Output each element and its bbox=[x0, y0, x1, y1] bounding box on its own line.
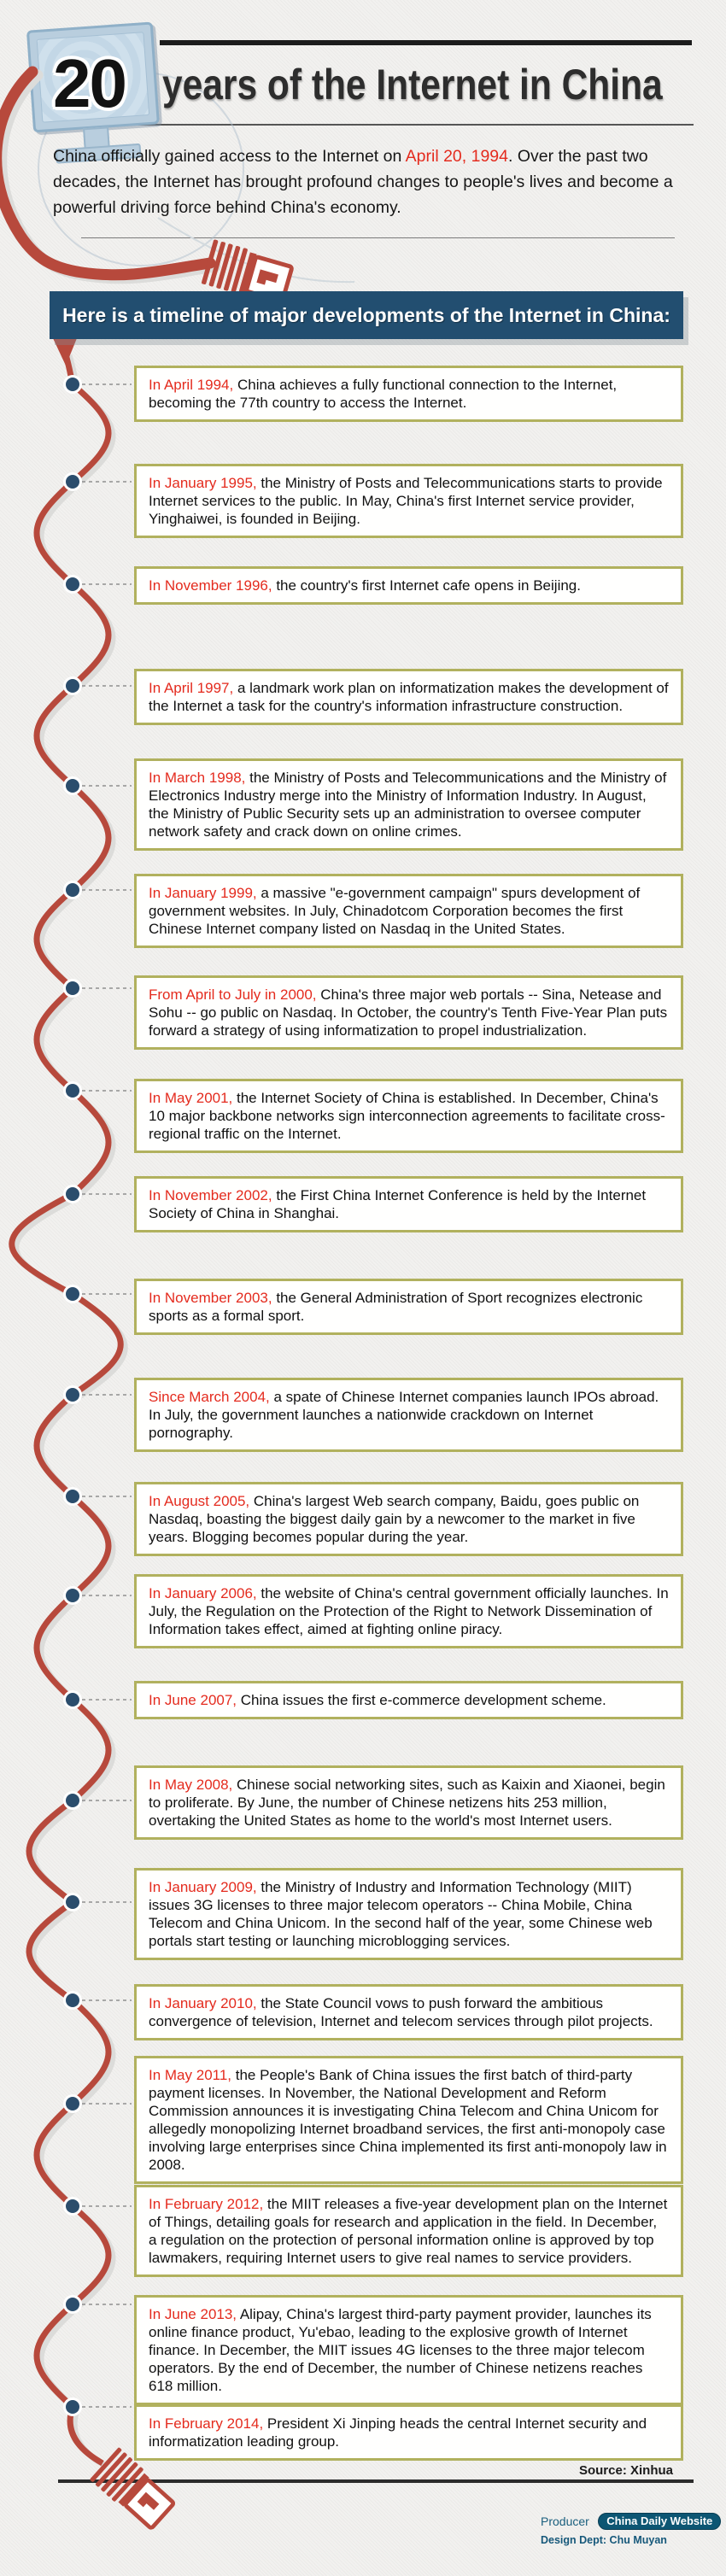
timeline-entry-date: In June 2013, bbox=[149, 2306, 237, 2322]
timeline-entry-text: a spate of Chinese Internet companies launch IPOs abroad. In July, the government launches a nationwide crackdown on Internet pornography. bbox=[149, 1389, 659, 1441]
cable-wave-shadow bbox=[16, 355, 126, 2467]
timeline-entry bbox=[134, 2056, 683, 2184]
timeline-dot bbox=[66, 2199, 79, 2213]
cable-arc bbox=[0, 72, 210, 275]
timeline-entry-text: the General Administration of Sport recognizes electronic sports as a formal sport. bbox=[149, 1290, 643, 1324]
timeline-entry bbox=[134, 1079, 683, 1153]
timeline-dot bbox=[66, 1895, 79, 1909]
intro-text-rest: . Over the past two decades, the Internet has brought profound changes to people's lives and become a powerful driving force behind China's economy. bbox=[53, 147, 673, 217]
timeline-dot bbox=[66, 378, 79, 391]
timeline-entry bbox=[134, 669, 683, 725]
timeline-entry-text: a massive "e-government campaign" spurs development of government websites. In July, Chinadotcom Corporation becomes the first Chinese Internet company listed on Nasdaq in the United States. bbox=[149, 885, 641, 937]
producer-label: Producer bbox=[541, 2515, 589, 2528]
design-credit: Design Dept: Chu Muyan bbox=[541, 2534, 667, 2546]
timeline-entry-text: the Internet Society of China is established. In December, China's 10 major backbone networks sign interconnection agreements to facilitate cross-regional traffic on the Internet. bbox=[149, 1090, 665, 1142]
timeline-entry bbox=[134, 1681, 683, 1719]
timeline-entry-text: Alipay, China's largest third-party payment provider, launches its online finance product, Yu'ebao, leading to the explosive growth of Internet finance. In December, the MIIT issues 4G licenses to the three major telecom operators. By the end of December, the number of Chinese netizens reaches 618 million. bbox=[149, 2306, 652, 2394]
timeline-entry-date: In May 2008, bbox=[149, 1777, 233, 1793]
timeline-entry-text: the People's Bank of China issues the first batch of third-party payment licenses. In November, the National Development and Reform Commission announces it is investigating China Telecom and China Unicom for allegedly monopolizing Internet broadband services, the first anti-monopoly case involving large enterprises since China implemented its first anti-monopoly law in 2008. bbox=[149, 2067, 667, 2173]
timeline-dot bbox=[66, 1388, 79, 1402]
timeline-entry bbox=[134, 874, 683, 948]
timeline-dot bbox=[66, 883, 79, 897]
timeline-entry-date: In April 1997, bbox=[149, 680, 234, 696]
timeline-entry-text: the MIIT releases a five-year development plan on the Internet of Things, detailing goals for research and application in the field. In December, a regulation on the protection of personal information online is approved by top lawmakers, requiring Internet users to give real names to service providers. bbox=[149, 2196, 668, 2266]
timeline-entry-text: China achieves a fully functional connection to the Internet, becoming the 77th country to access the Internet. bbox=[149, 377, 618, 411]
timeline-entry bbox=[134, 1378, 683, 1452]
timeline-dot bbox=[66, 1693, 79, 1707]
timeline-entry-date: In November 1996, bbox=[149, 577, 272, 594]
timeline-entry bbox=[134, 2404, 683, 2461]
timeline-entry-date: Since March 2004, bbox=[149, 1389, 270, 1405]
timeline-entry-text: a landmark work plan on informatization makes the development of the Internet a task for the country's information infrastructure construction. bbox=[149, 680, 669, 714]
timeline-entry-date: In February 2012, bbox=[149, 2196, 264, 2212]
timeline-dot bbox=[66, 779, 79, 793]
timeline-dot bbox=[66, 1187, 79, 1201]
timeline-entry bbox=[134, 975, 683, 1050]
timeline-entry-text: Chinese social networking sites, such as Kaixin and Xiaonei, begin to proliferate. By June, the number of Chinese netizens hits 253 million, overtaking the United States as home to the world's most Internet users. bbox=[149, 1777, 665, 1829]
timeline-entry-text: President Xi Jinping heads the central Internet security and informatization leading group. bbox=[149, 2415, 647, 2450]
timeline-entry-text: the website of China's central government officially launches. In July, the Regulation on the Protection of the Right to Network Dissemination of Information takes effect, aimed at fighting online piracy. bbox=[149, 1585, 669, 1637]
headline-number: 20 bbox=[53, 45, 126, 121]
timeline-entry-text: China's three major web portals -- Sina, Netease and Sohu -- go public on Nasdaq. In October, the country's Tenth Five-Year Plan puts forward a strategy of using informatization to propel industrialization. bbox=[149, 986, 668, 1039]
timeline-dot bbox=[66, 1490, 79, 1503]
timeline-entry bbox=[134, 1574, 683, 1648]
page-title: years of the Internet in China bbox=[162, 61, 663, 108]
timeline-entry bbox=[134, 1984, 683, 2040]
intro-date-highlight: April 20, 1994 bbox=[405, 147, 508, 166]
timeline-dot bbox=[66, 1287, 79, 1301]
timeline-entry bbox=[134, 1482, 683, 1556]
timeline-dot bbox=[66, 679, 79, 693]
timeline-dot bbox=[66, 1993, 79, 2007]
source-credit: Source: Xinhua bbox=[578, 2463, 673, 2478]
timeline-dot bbox=[66, 1794, 79, 1807]
timeline-entry-date: In May 2001, bbox=[149, 1090, 233, 1106]
timeline-dot bbox=[66, 2097, 79, 2111]
timeline-entry bbox=[134, 1868, 683, 1960]
timeline-entry-date: From April to July in 2000, bbox=[149, 986, 317, 1003]
timeline-entry bbox=[134, 464, 683, 538]
timeline-entry-text: the First China Internet Conference is held by the Internet Society of China in Shanghai. bbox=[149, 1187, 647, 1221]
timeline-dot bbox=[66, 1084, 79, 1098]
timeline-entry-text: the Ministry of Posts and Telecommunications starts to provide Internet services to the public. In May, China's first Internet service provider, Yinghaiwei, is founded in Beijing. bbox=[149, 475, 663, 527]
timeline-entry-text: China's largest Web search company, Baidu, goes public on Nasdaq, boasting the biggest daily gain by a newcomer to the market in five years. Blogging becomes popular during the year. bbox=[149, 1493, 640, 1545]
timeline-entry-text: the country's first Internet cafe opens in Beijing. bbox=[272, 577, 581, 594]
timeline-entry bbox=[134, 366, 683, 422]
timeline-entry bbox=[134, 1279, 683, 1335]
timeline-entry-date: In January 2006, bbox=[149, 1585, 257, 1601]
timeline-entry bbox=[134, 2295, 683, 2405]
timeline-dot bbox=[66, 475, 79, 489]
timeline-entry-date: In April 1994, bbox=[149, 377, 234, 393]
timeline-entry bbox=[134, 1176, 683, 1232]
timeline-entry-text: the Ministry of Industry and Information Technology (MIIT) issues 3G licenses to three major telecom operators -- China Mobile, China Telecom and China Unicom. In the second half of the year, some Chinese web portals start testing or launching microblogging services. bbox=[149, 1879, 653, 1949]
timeline-entry-date: In January 2009, bbox=[149, 1879, 257, 1895]
timeline-dot bbox=[66, 2400, 79, 2414]
timeline-banner bbox=[50, 291, 683, 339]
timeline-entry-date: In August 2005, bbox=[149, 1493, 250, 1509]
timeline-entry-text: China issues the first e-commerce development scheme. bbox=[237, 1692, 606, 1708]
timeline-entry bbox=[134, 2185, 683, 2277]
timeline-entry-date: In January 1995, bbox=[149, 475, 257, 491]
timeline-entry-date: In January 2010, bbox=[149, 1995, 257, 2011]
timeline-dot bbox=[66, 577, 79, 591]
banner-label: Here is a timeline of major developments of the Internet in China: bbox=[62, 304, 670, 326]
timeline-entry-date: In November 2002, bbox=[149, 1187, 272, 1203]
timeline-entry bbox=[134, 1765, 683, 1840]
timeline-entry-date: In May 2011, bbox=[149, 2067, 232, 2083]
timeline-entry bbox=[134, 758, 683, 851]
intro-text: China officially gained access to the Internet on bbox=[53, 147, 406, 166]
timeline-entry-date: In March 1998, bbox=[149, 770, 246, 786]
timeline-entry bbox=[134, 566, 683, 605]
timeline-entry-date: In February 2014, bbox=[149, 2415, 264, 2432]
timeline-entry-date: In June 2007, bbox=[149, 1692, 237, 1708]
timeline-entry-text: the Ministry of Posts and Telecommunications and the Ministry of Electronics Industry merge into the Ministry of Information Industry. In August, the Ministry of Public Security sets up an administration to oversee computer network safety and crack down on online crimes. bbox=[149, 770, 667, 840]
timeline-entry-text: the State Council vows to push forward the ambitious convergence of television, Internet and telecom services through pilot projects. bbox=[149, 1995, 653, 2029]
timeline-entry-date: In January 1999, bbox=[149, 885, 257, 901]
timeline-dot bbox=[66, 1589, 79, 1602]
producer-badge: China Daily Website bbox=[598, 2513, 721, 2530]
timeline-dot bbox=[66, 981, 79, 995]
timeline-dot bbox=[66, 2298, 79, 2311]
timeline-entry-date: In November 2003, bbox=[149, 1290, 272, 1306]
